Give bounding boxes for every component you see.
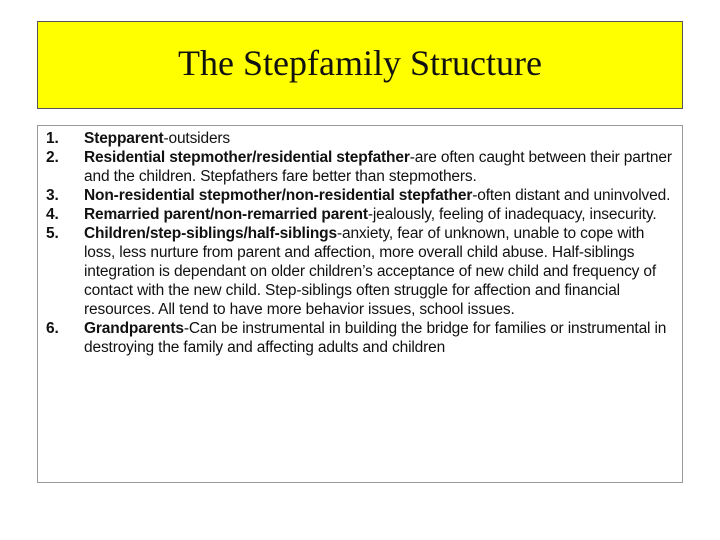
- item-description: -are often caught between their partner and the children. Stepfathers fare better than stepmothers.: [84, 149, 672, 185]
- item-number: 1.: [46, 130, 59, 147]
- list-item: [38, 186, 682, 205]
- item-term: Stepparent: [84, 130, 164, 147]
- item-description: -anxiety, fear of unknown, unable to cope with loss, less nurture from parent and affection, more overall child abuse. Half-siblings integration is dependant on older children’s acceptance of new child and frequency of contact with the new child. Step-siblings often struggle for affection and financial resources. All tend to have more behavior issues, school issues.: [84, 225, 657, 318]
- content-box: [37, 125, 683, 483]
- slide-title: The Stepfamily Structure: [178, 43, 542, 83]
- item-description: -often distant and uninvolved.: [472, 187, 671, 204]
- item-term: Children/step-siblings/half-siblings: [84, 225, 337, 242]
- list-item: [38, 319, 682, 357]
- item-term: Remarried parent/non-remarried parent: [84, 206, 368, 223]
- list-item: [38, 129, 682, 148]
- item-number: 3.: [46, 187, 59, 204]
- item-number: 2.: [46, 149, 59, 166]
- item-description: -jealously, feeling of inadequacy, insecurity.: [367, 206, 657, 223]
- item-term: Residential stepmother/residential stepfather: [84, 149, 410, 166]
- item-description: -outsiders: [163, 130, 231, 147]
- item-term: Non-residential stepmother/non-residential stepfather: [84, 187, 473, 204]
- stepfamily-list: [38, 129, 682, 357]
- item-description: -Can be instrumental in building the bridge for families or instrumental in destroying the family and affecting adults and children: [84, 320, 667, 356]
- list-item: [38, 224, 682, 319]
- list-item: [38, 148, 682, 186]
- item-number: 6.: [46, 320, 59, 337]
- item-number: 5.: [46, 225, 59, 242]
- list-item: [38, 205, 682, 224]
- item-number: 4.: [46, 206, 59, 223]
- title-banner: [37, 21, 683, 109]
- item-term: Grandparents: [84, 320, 184, 337]
